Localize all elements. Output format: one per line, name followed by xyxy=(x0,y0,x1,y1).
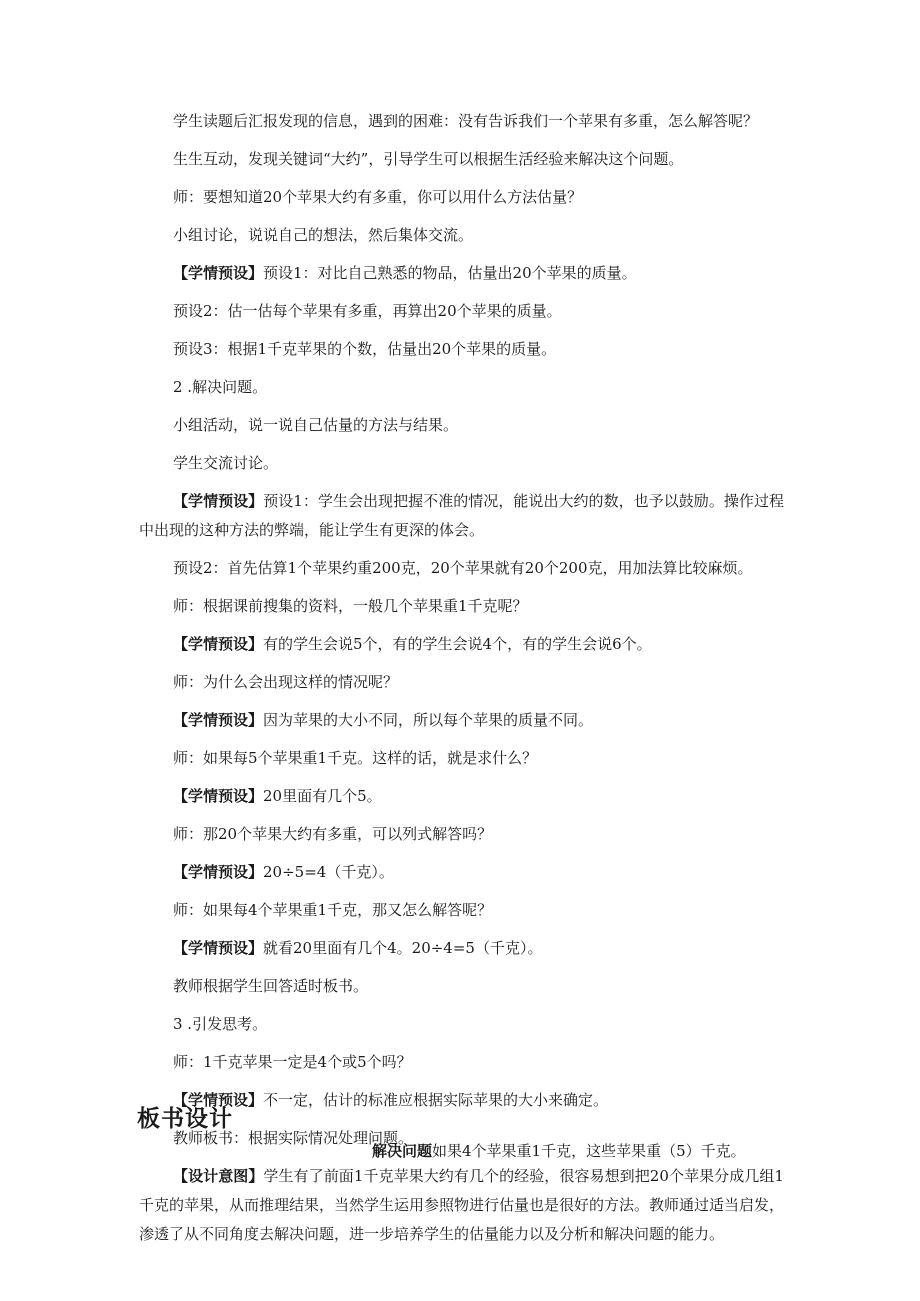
paragraph-text: 师：如果每4个苹果重1千克，那又怎么解答呢？ xyxy=(173,901,493,919)
paragraph-tag: 【设计意图】 xyxy=(173,1167,264,1185)
paragraph-text: 师：1千克苹果一定是4个或5个吗？ xyxy=(173,1053,412,1071)
paragraph xyxy=(139,1162,784,1249)
paragraph-text: 预设2：首先估算1个苹果约重200克，20个苹果就有20个200克，用加法算比较麻烦。 xyxy=(173,559,753,577)
paragraph xyxy=(139,896,784,925)
paragraph xyxy=(139,1086,784,1115)
paragraph xyxy=(139,449,784,478)
paragraph-text: 预设1：学生会出现把握不准的情况，能说出大约的数，也予以鼓励。操作过程中出现的这种方法的弊端，能让学生有更深的体会。 xyxy=(139,492,784,539)
paragraph-tag: 【学情预设】 xyxy=(173,635,264,653)
board-heading: 解决问题 xyxy=(372,1142,433,1160)
paragraph-text: 预设2：估一估每个苹果有多重，再算出20个苹果的质量。 xyxy=(173,302,562,320)
paragraph-text: 不一定，估计的标准应根据实际苹果的大小来确定。 xyxy=(263,1091,609,1109)
paragraph-text: 师：根据课前搜集的资料，一般几个苹果重1千克呢？ xyxy=(173,597,528,615)
paragraph-text: 学生读题后汇报发现的信息，遇到的困难：没有告诉我们一个苹果有多重，怎么解答呢？ xyxy=(173,112,759,130)
paragraph xyxy=(139,972,784,1001)
paragraph xyxy=(139,706,784,735)
paragraph-text: 有的学生会说5个，有的学生会说4个，有的学生会说6个。 xyxy=(263,635,652,653)
paragraph-text: 学生有了前面1千克苹果大约有几个的经验，很容易想到把20个苹果分成几组1千克的苹果，从而推理结果，当然学生运用参照物进行估量也是很好的方法。教师通过适当启发，渗透了从不同角度去解决问题，进一步培养学生的估量能力以及分析和解决问题的能力。 xyxy=(139,1167,785,1243)
paragraph-text: 20÷5=4（千克）。 xyxy=(263,863,394,881)
paragraph xyxy=(139,411,784,440)
paragraph xyxy=(139,1010,784,1039)
paragraph xyxy=(139,782,784,811)
paragraph xyxy=(139,858,784,887)
paragraph-tag: 【学情预设】 xyxy=(173,787,264,805)
paragraph xyxy=(139,820,784,849)
paragraph-text: 小组讨论，说说自己的想法，然后集体交流。 xyxy=(173,226,474,244)
paragraph-tag: 【学情预设】 xyxy=(173,711,264,729)
paragraph xyxy=(139,1048,784,1077)
paragraph-text: 3 .引发思考。 xyxy=(173,1015,268,1033)
paragraph xyxy=(139,221,784,250)
paragraph xyxy=(139,668,784,697)
paragraph xyxy=(139,107,784,136)
board-text: 如果4个苹果重1千克，这些苹果重（5）千克。 xyxy=(432,1142,746,1160)
paragraph xyxy=(139,145,784,174)
paragraph-tag: 【学情预设】 xyxy=(173,863,264,881)
paragraph-tag: 【学情预设】 xyxy=(173,492,264,510)
paragraph xyxy=(139,335,784,364)
paragraph-text: 20里面有几个5。 xyxy=(263,787,382,805)
paragraph xyxy=(139,487,784,545)
section-title: 板书设计 xyxy=(137,1106,233,1132)
paragraph xyxy=(139,297,784,326)
paragraph-text: 就看20里面有几个4。20÷4=5（千克）。 xyxy=(263,939,543,957)
paragraph xyxy=(139,259,784,288)
paragraph-text: 师：如果每5个苹果重1千克。这样的话，就是求什么？ xyxy=(173,749,538,767)
paragraph-tag: 【学情预设】 xyxy=(173,264,264,282)
paragraph-text: 预设3：根据1千克苹果的个数，估量出20个苹果的质量。 xyxy=(173,340,557,358)
board-design xyxy=(372,1138,786,1165)
paragraph-text: 生生互动，发现关键词“大约”，引导学生可以根据生活经验来解决这个问题。 xyxy=(173,150,684,168)
paragraph-tag: 【学情预设】 xyxy=(173,939,264,957)
paragraph xyxy=(139,183,784,212)
paragraph-text: 师：那20个苹果大约有多重，可以列式解答吗？ xyxy=(173,825,493,843)
paragraph-text: 因为苹果的大小不同，所以每个苹果的质量不同。 xyxy=(263,711,594,729)
lesson-body xyxy=(139,107,784,1258)
paragraph-text: 小组活动，说一说自己估量的方法与结果。 xyxy=(173,416,459,434)
paragraph xyxy=(139,373,784,402)
paragraph-text: 学生交流讨论。 xyxy=(173,454,279,472)
paragraph-text: 师：为什么会出现这样的情况呢？ xyxy=(173,673,399,691)
paragraph-text: 预设1：对比自己熟悉的物品，估量出20个苹果的质量。 xyxy=(263,264,637,282)
paragraph-text: 教师根据学生回答适时板书。 xyxy=(173,977,369,995)
paragraph xyxy=(139,592,784,621)
paragraph xyxy=(139,744,784,773)
paragraph-text: 师：要想知道20个苹果大约有多重，你可以用什么方法估量？ xyxy=(173,188,583,206)
paragraph xyxy=(139,934,784,963)
paragraph-text: 教师板书：根据实际情况处理问题。 xyxy=(173,1129,414,1147)
paragraph xyxy=(139,630,784,659)
paragraph-text: 2 .解决问题。 xyxy=(173,378,268,396)
paragraph xyxy=(139,554,784,583)
paragraph-tag: 【学情预设】 xyxy=(173,1091,264,1109)
